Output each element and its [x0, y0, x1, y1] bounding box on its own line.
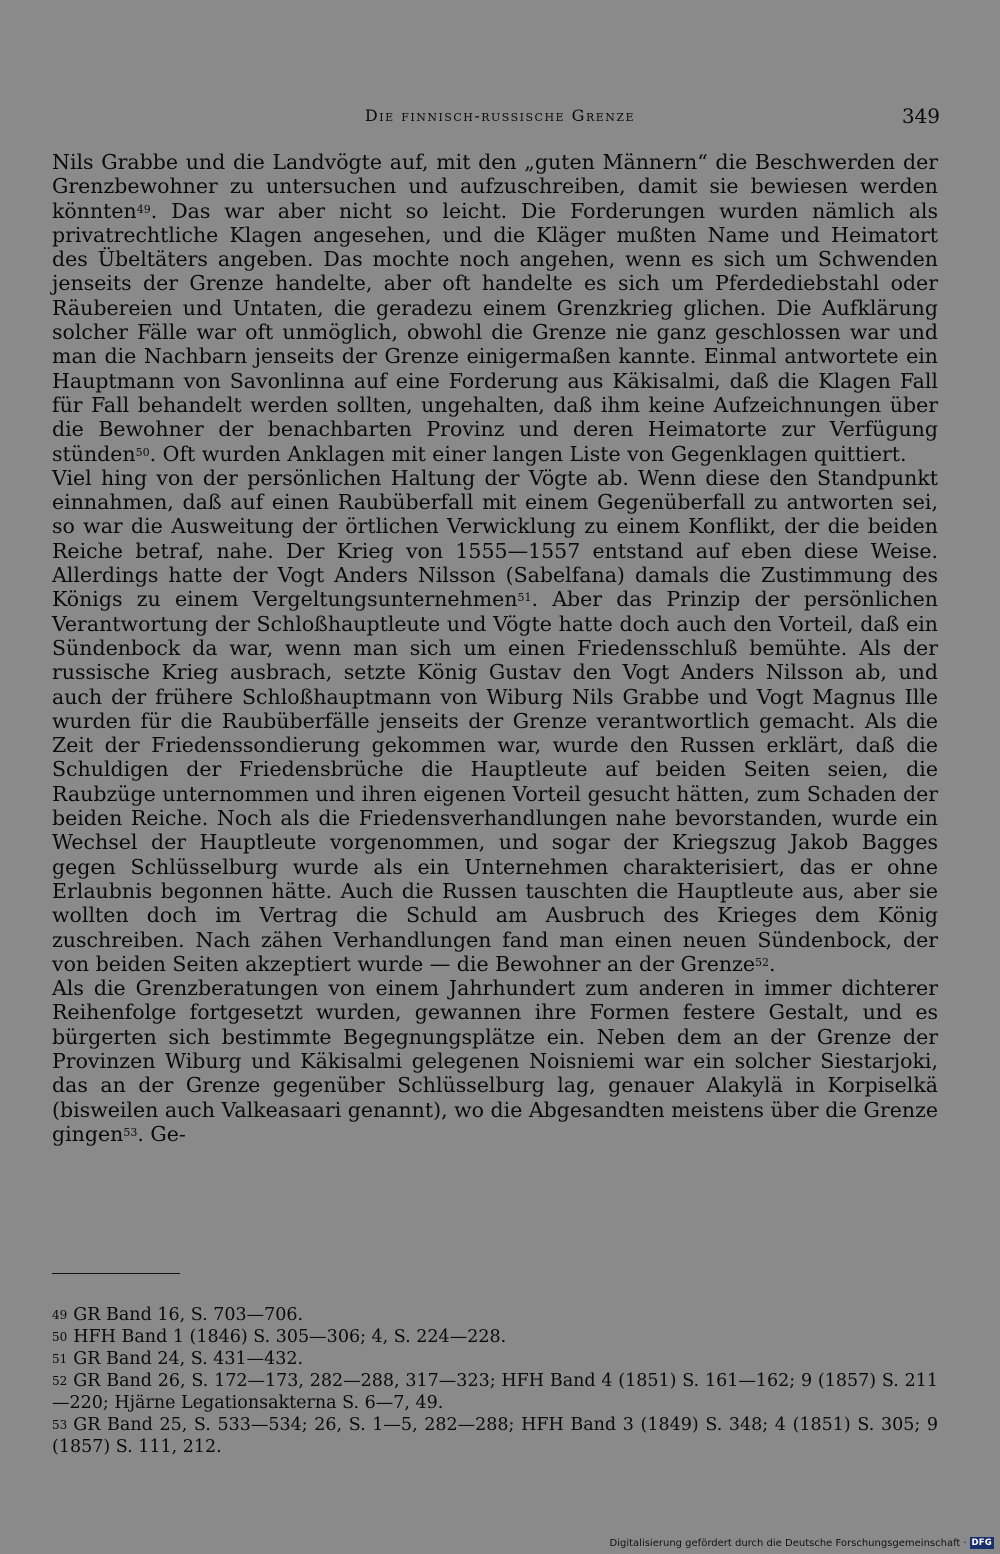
footnote-mark: 51 [52, 1352, 68, 1366]
footnote-divider [52, 1273, 180, 1274]
footnote [52, 1304, 938, 1326]
footnote-reference: 52 [755, 955, 769, 969]
text-run: . Ge- [137, 1121, 186, 1146]
main-text [52, 150, 938, 1146]
footnote-reference: 50 [135, 445, 150, 459]
page-number: 349 [901, 104, 940, 128]
footnote-text: GR Band 16, S. 703—706. [73, 1305, 304, 1325]
footnotes [52, 1304, 938, 1458]
footnote-reference: 49 [136, 202, 151, 216]
footnote-text: GR Band 24, S. 431—432. [73, 1349, 304, 1369]
digitization-credit: Digitalisierung gefördert durch die Deutsche Forschungsgemeinschaft · DFG [609, 1537, 992, 1549]
text-run: . [769, 951, 776, 976]
text-run: Nils Grabbe und die Landvögte auf, mit den „guten Männern“ die Beschwerden der Grenzbewohner zu untersuchen und aufzuschreiben, damit sie bewiesen werden könnten [52, 150, 938, 223]
paragraph [52, 150, 938, 466]
text-run: . Oft wurden Anklagen mit einer langen Liste von Gegenklagen quittiert. [149, 441, 907, 466]
dfg-logo-icon: DFG [971, 1538, 992, 1548]
footnote-mark: 53 [52, 1418, 68, 1432]
footnote [52, 1414, 938, 1458]
text-run: Viel hing von der persönlichen Haltung der Vögte ab. Wenn diese den Standpunkt einnahmen, daß auf einen Raubüberfall mit einem Gegenüberfall zu antworten sei, so war die Ausweitung der örtlichen Verwicklung zu einem Konflikt, der die beiden Reiche betraf, nahe. Der Krieg von 1555—1557 entstand auf eben diese Weise. Allerdings hatte der Vogt Anders Nilsson (Sabelfana) damals die Zustimmung des Königs zu einem Vergeltungsunternehmen [52, 465, 938, 612]
paragraph [52, 466, 938, 976]
text-run: Als die Grenzberatungen von einem Jahrhundert zum anderen in immer dichterer Reihenfolge fortgesetzt wurden, gewannen ihre Formen festere Gestalt, und es bürgerten sich bestimmte Begegnungsplätze ein. Neben dem an der Grenze der Provinzen Wiburg und Käkisalmi gelegenen Noisniemi war ein solcher Siestarjoki, das an der Grenze gegenüber Schlüsselburg lag, genauer Alakylä in Korpiselkä (bisweilen auch Valkeasaari genannt), wo die Abgesandten meistens über die Grenze gingen [52, 976, 939, 1146]
footnote-reference: 51 [517, 591, 532, 605]
footnote-mark: 50 [52, 1330, 68, 1344]
footnote [52, 1348, 938, 1370]
credit-text: Digitalisierung gefördert durch die Deutsche Forschungsgemeinschaft [609, 1537, 961, 1549]
footnote-text: GR Band 25, S. 533—534; 26, S. 1—5, 282—288; HFH Band 3 (1849) S. 348; 4 (1851) S. 305; 9 (1857) S. 111, 212. [52, 1415, 938, 1457]
footnote-mark: 49 [52, 1308, 68, 1322]
paragraph [52, 976, 938, 1146]
footnote-text: GR Band 26, S. 172—173, 282—288, 317—323; HFH Band 4 (1851) S. 161—162; 9 (1857) S. 211—220; Hjärne Legationsakterna S. 6—7, 49. [52, 1371, 938, 1413]
text-run: . Aber das Prinzip der persönlichen Verantwortung der Schloßhauptleute und Vögte hatte doch auch den Vorteil, daß ein Sündenbock da war, wenn man sich um einen Friedensschluß bemühte. Als der russische Krieg ausbrach, setzte König Gustav den Vogt Anders Nilsson ab, und auch der frühere Schloßhauptmann von Wiburg Nils Grabbe und Vogt Magnus Ille wurden für die Raubüberfälle jenseits der Grenze verantwortlich gemacht. Als die Zeit der Friedenssondierung gekommen war, wurde den Russen erklärt, daß die Schuldigen der Friedensbrüche die Hauptleute auf beiden Seiten seien, die Raubzüge unternommen und ihren eigenen Vorteil gesucht hätten, zum Schaden der beiden Reiche. Noch als die Friedensverhandlungen nahe bevorstanden, wurde ein Wechsel der Hauptleute vorgenommen, und sogar der Kriegszug Jakob Bagges gegen Schlüsselburg wurde als ein Unternehmen charakterisiert, das er ohne Erlaubnis begonnen hätte. Auch die Russen tauschten die Hauptleute aus, aber sie wollten doch im Vertrag die Schuld am Ausbruch des Krieges dem König zuschreiben. Nach zähen Verhandlungen fand man einen neuen Sündenbock, der von beiden Seiten akzeptiert wurde — die Bewohner an der Grenze [52, 587, 938, 976]
footnote [52, 1370, 938, 1414]
footnote-mark: 52 [52, 1374, 68, 1388]
running-header-title: Die finnisch-russische Grenze [364, 106, 636, 125]
footnote [52, 1326, 938, 1348]
footnote-reference: 53 [123, 1125, 138, 1139]
footnote-text: HFH Band 1 (1846) S. 305—306; 4, S. 224—228. [73, 1327, 507, 1347]
text-run: . Das war aber nicht so leicht. Die Forderungen wurden nämlich als privatrechtliche Klagen angesehen, und die Kläger mußten Name und Heimatort des Übeltäters angeben. Das mochte noch angehen, wenn es sich um Schwenden jenseits der Grenze handelte, aber oft handelte es sich um Pferdediebstahl oder Räubereien und Untaten, die geradezu einem Grenzkrieg glichen. Die Aufklärung solcher Fälle war oft unmöglich, obwohl die Grenze nie ganz geschlossen war und man die Nachbarn jenseits der Grenze einigermaßen kannte. Einmal antwortete ein Hauptmann von Savonlinna auf eine Forderung aus Käkisalmi, daß die Klagen Fall für Fall behandelt werden sollten, ungehalten, daß ihm keine Aufzeichnungen über die Bewohner der benachbarten Provinz und deren Heimatorte zur Verfügung stünden [52, 198, 938, 466]
